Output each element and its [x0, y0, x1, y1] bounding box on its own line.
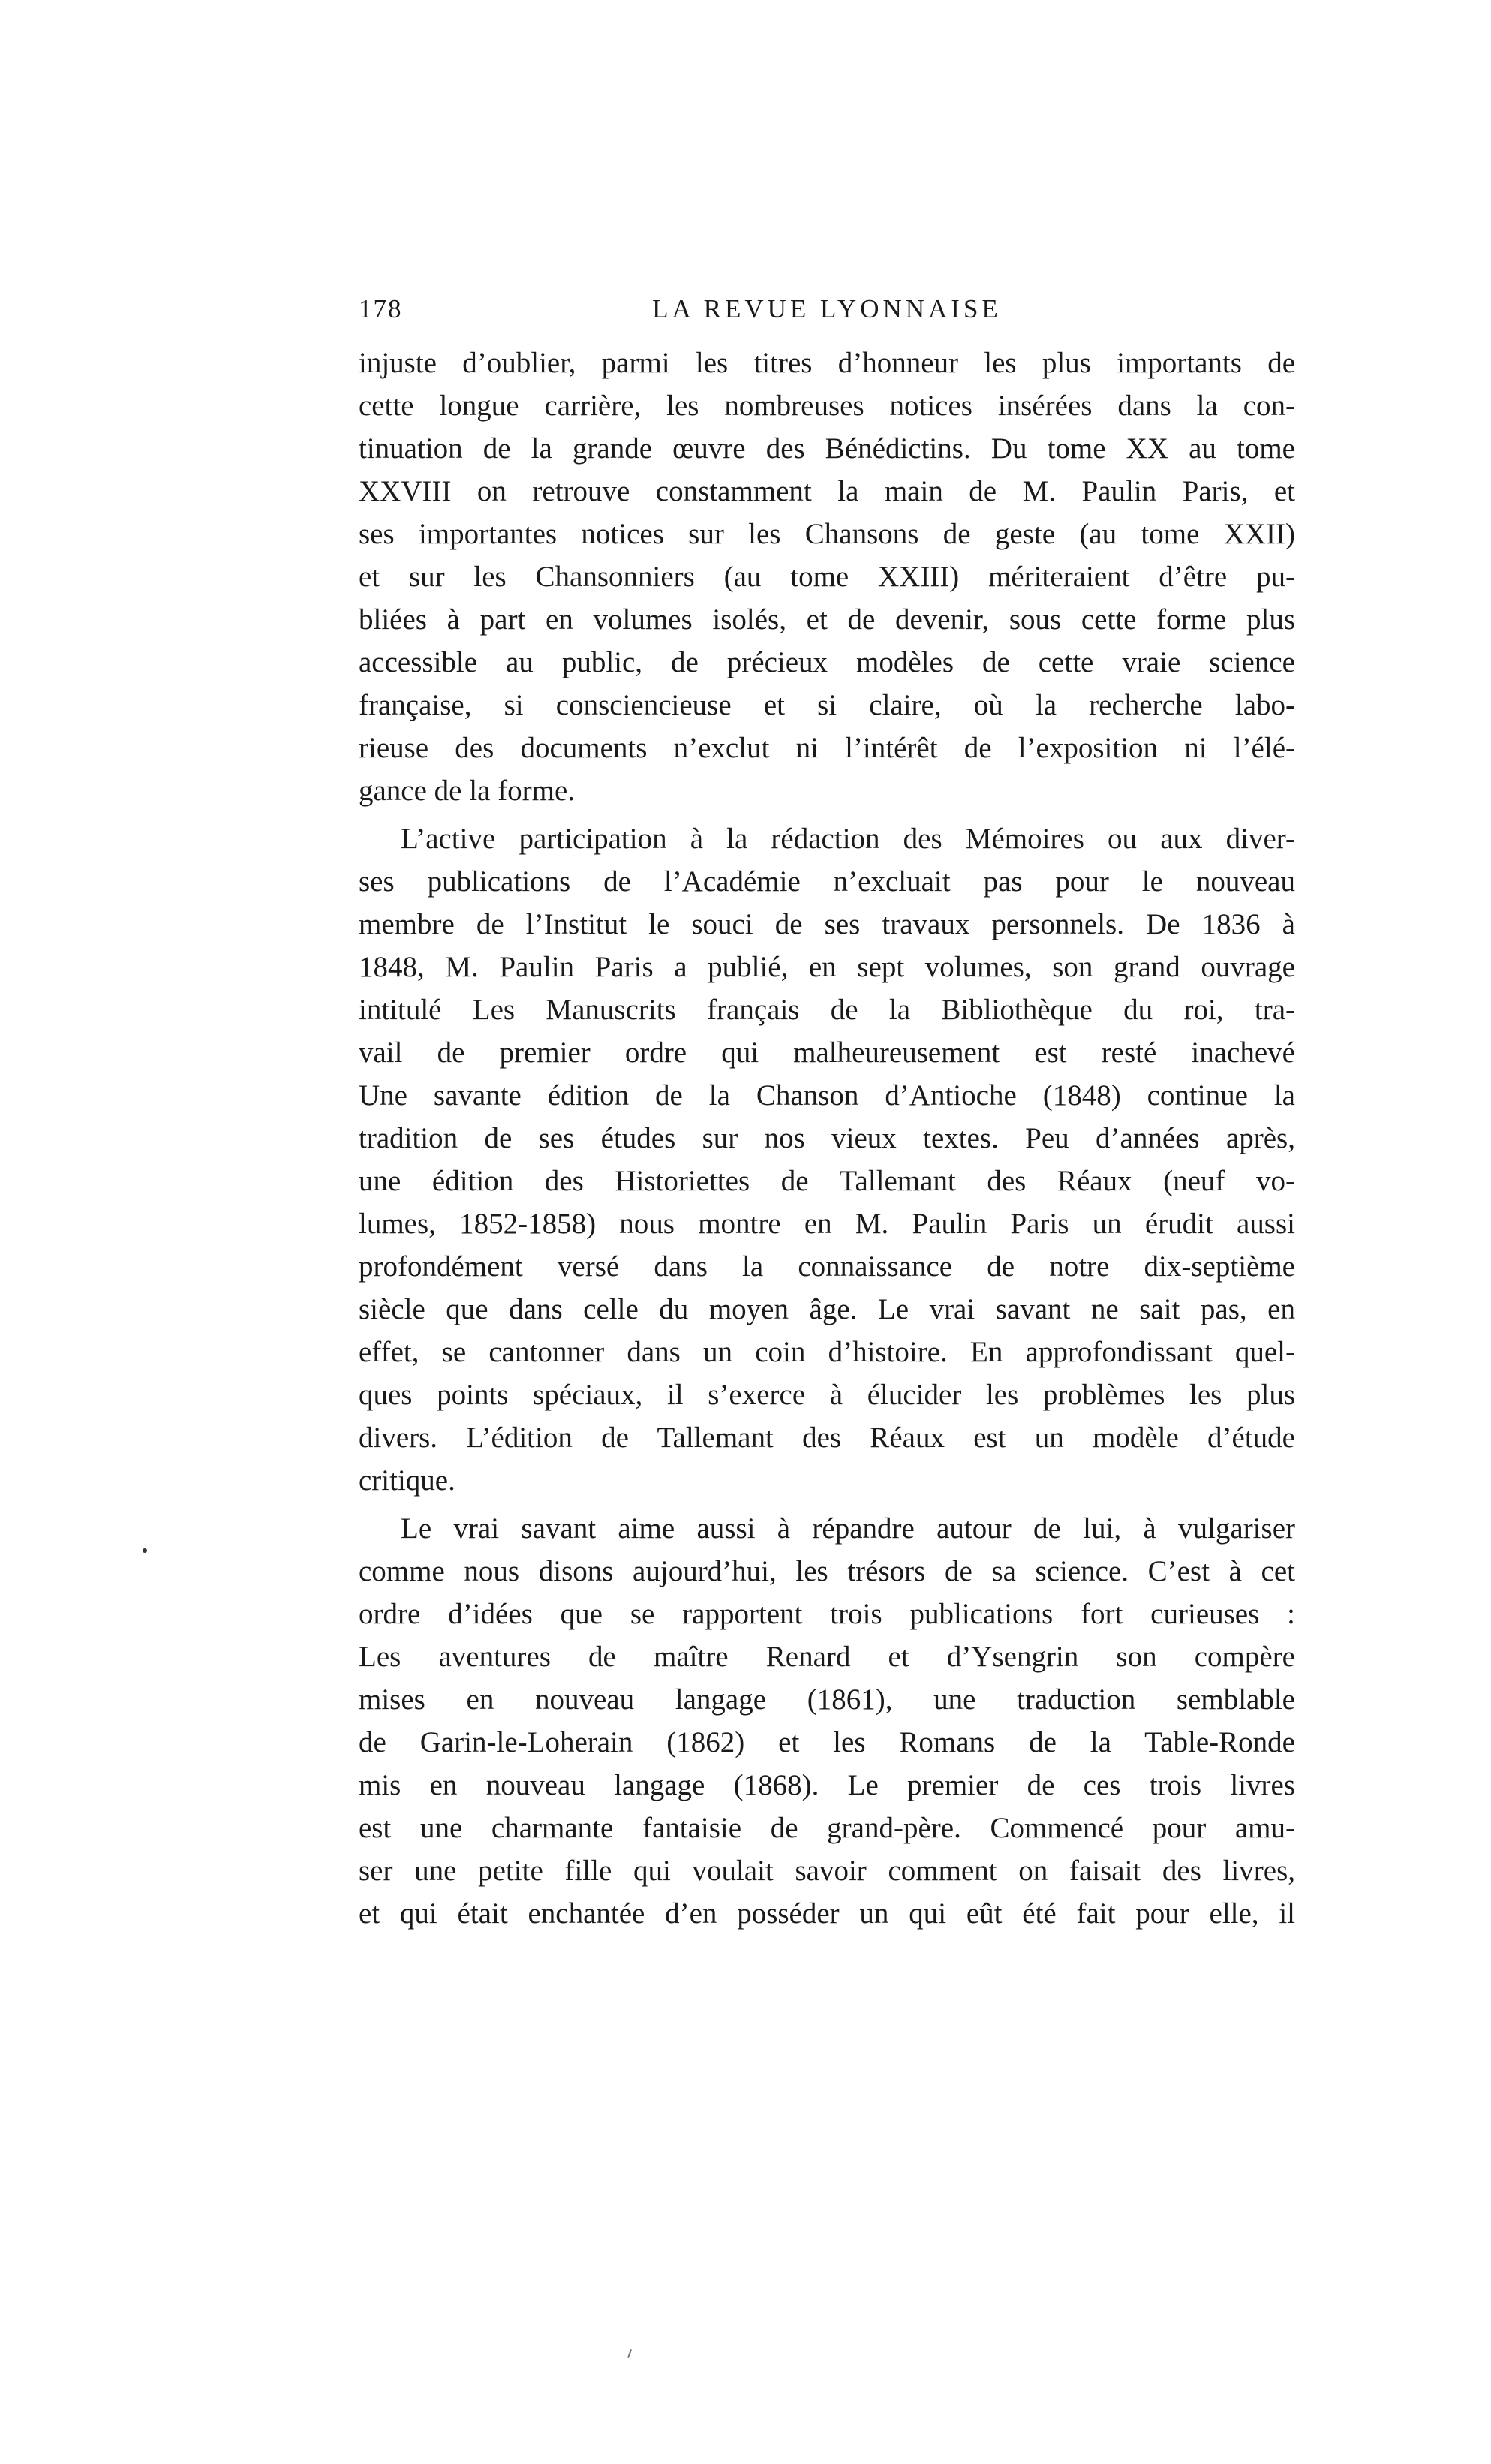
text-line: une édition des Historiettes de Tallemant des Réaux (neuf vo-: [359, 1165, 1295, 1197]
text-line: gance de la forme.: [359, 775, 576, 807]
text-line: accessible au public, de précieux modèles de cette vraie science: [359, 646, 1295, 678]
paragraph-gap: [359, 1502, 1295, 1507]
text-line: membre de l’Institut le souci de ses travaux personnels. De 1836 à: [359, 908, 1295, 940]
text-line: lumes, 1852-1858) nous montre en M. Paulin Paris un érudit aussi: [359, 1208, 1295, 1240]
text-line: injuste d’oublier, parmi les titres d’honneur les plus importants de: [359, 347, 1295, 379]
text-line: Les aventures de maître Renard et d’Ysengrin son compère: [359, 1641, 1295, 1673]
text-line: profondément versé dans la connaissance de notre dix-septième: [359, 1250, 1295, 1283]
text-line: mis en nouveau langage (1868). Le premier de ces trois livres: [359, 1769, 1295, 1801]
text-line: et sur les Chansonniers (au tome XXIII) mériteraient d’être pu-: [359, 561, 1295, 593]
text-line: ordre d’idées que se rapportent trois publications fort curieuses :: [359, 1598, 1295, 1630]
paragraph: [359, 1507, 1295, 1935]
text-line: 1848, M. Paulin Paris a publié, en sept volumes, son grand ouvrage: [359, 951, 1295, 983]
text-line: cette longue carrière, les nombreuses notices insérées dans la con-: [359, 390, 1295, 422]
text-line: divers. L’édition de Tallemant des Réaux est un modèle d’étude: [359, 1422, 1295, 1454]
paragraph: [359, 341, 1295, 812]
text-line: mises en nouveau langage (1861), une traduction semblable: [359, 1683, 1295, 1716]
text-line: et qui était enchantée d’en posséder un qui eût été fait pour elle, il: [359, 1897, 1295, 1930]
text-line: intitulé Les Manuscrits français de la Bibliothèque du roi, tra-: [359, 994, 1295, 1026]
text-line: comme nous disons aujourd’hui, les trésors de sa science. C’est à cet: [359, 1555, 1295, 1587]
text-line: ques points spéciaux, il s’exerce à élucider les problèmes les plus: [359, 1379, 1295, 1411]
text-line: de Garin-le-Loherain (1862) et les Romans de la Table-Ronde: [359, 1726, 1295, 1758]
text-line: siècle que dans celle du moyen âge. Le vrai savant ne sait pas, en: [359, 1293, 1295, 1325]
text-line: XXVIII on retrouve constamment la main de M. Paulin Paris, et: [359, 475, 1295, 507]
text-line: ser une petite fille qui voulait savoir comment on faisait des livres,: [359, 1855, 1295, 1887]
text-line: est une charmante fantaisie de grand-père. Commencé pour amu-: [359, 1812, 1295, 1844]
text-line: critique.: [359, 1464, 455, 1497]
text-line: tradition de ses études sur nos vieux textes. Peu d’années après,: [359, 1122, 1295, 1154]
text-line: française, si consciencieuse et si claire, où la recherche labo-: [359, 689, 1295, 721]
text-line: Une savante édition de la Chanson d’Antioche (1848) continue la: [359, 1079, 1295, 1112]
paragraph-gap: [359, 812, 1295, 817]
print-speck: [143, 1548, 147, 1553]
text-line: Le vrai savant aime aussi à répandre autour de lui, à vulgariser: [401, 1512, 1295, 1545]
text-line: L’active participation à la rédaction des Mémoires ou aux diver-: [401, 823, 1295, 855]
paragraph: [359, 817, 1295, 1502]
text-line: rieuse des documents n’exclut ni l’intérêt de l’exposition ni l’élé-: [359, 732, 1295, 764]
text-line: ses publications de l’Académie n’excluait pas pour le nouveau: [359, 865, 1295, 898]
text-line: tinuation de la grande œuvre des Bénédictins. Du tome XX au tome: [359, 432, 1295, 465]
text-line: effet, se cantonner dans un coin d’histoire. En approfondissant quel-: [359, 1336, 1295, 1368]
text-line: bliées à part en volumes isolés, et de devenir, sous cette forme plus: [359, 603, 1295, 636]
print-speck: [627, 2349, 632, 2358]
journal-title: LA REVUE LYONNAISE: [652, 294, 1002, 323]
page-number: 178: [359, 294, 403, 323]
text-line: ses importantes notices sur les Chansons de geste (au tome XXII): [359, 518, 1295, 550]
body-text: [359, 341, 1295, 1935]
running-head: [359, 294, 1295, 332]
text-line: vail de premier ordre qui malheureusement est resté inachevé: [359, 1036, 1295, 1069]
